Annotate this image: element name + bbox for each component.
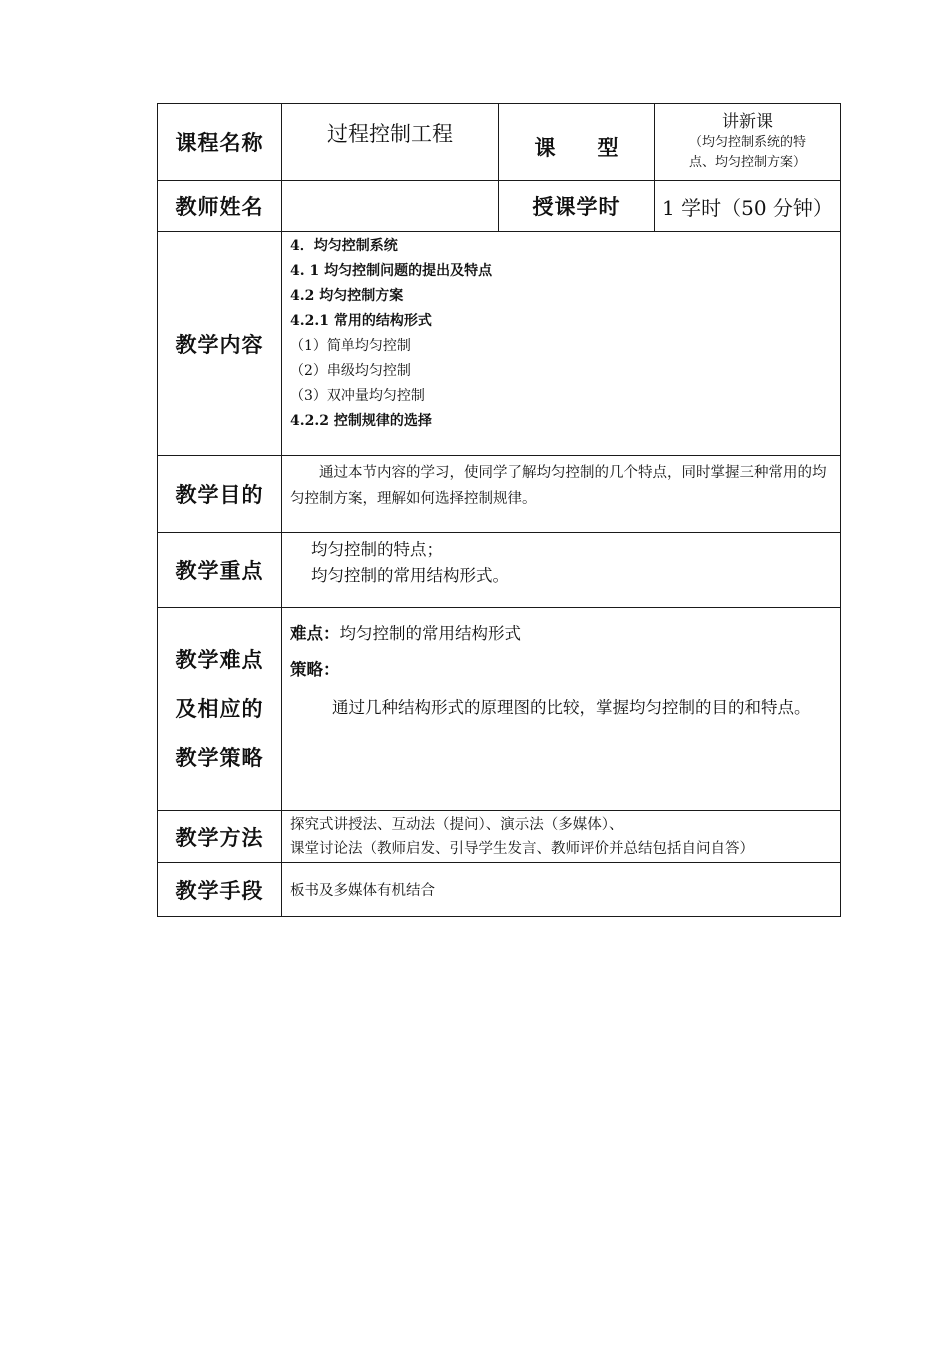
content-item: （3）双冲量均匀控制 [290, 388, 425, 404]
content-item: 4. 1 均匀控制问题的提出及特点 [290, 263, 493, 279]
hours-value: 1 学时（50 分钟） [655, 181, 841, 232]
row-means [158, 863, 841, 917]
content-item: （2）串级均匀控制 [290, 363, 411, 379]
content-item: 4.2 均匀控制方案 [290, 288, 404, 304]
course-type-detail-1: （均匀控制系统的特 [688, 135, 806, 150]
content-label: 教学内容 [158, 232, 282, 456]
row-course [158, 104, 841, 181]
difficulty-tag: 难点： [290, 624, 340, 643]
method-label: 教学方法 [158, 811, 282, 863]
row-content [158, 232, 841, 456]
teacher-name-value [282, 181, 499, 232]
course-name-label: 课程名称 [158, 104, 282, 181]
content-item: 4．均匀控制系统 [290, 238, 398, 254]
key-point: 均匀控制的常用结构形式。 [311, 566, 509, 585]
key-label: 教学重点 [158, 533, 282, 608]
course-type-detail-2: 点、均匀控制方案） [688, 155, 806, 170]
row-method [158, 811, 841, 863]
lesson-plan-table [157, 103, 841, 917]
method-line: 探究式讲授法、互动法（提问）、演示法（多媒体）、 [290, 816, 624, 833]
difficulty-label-line: 教学策略 [175, 745, 264, 770]
row-goal [158, 456, 841, 533]
course-type-label: 课 型 [499, 104, 655, 181]
method-text [282, 811, 841, 863]
content-item: 4.2.1 常用的结构形式 [290, 313, 432, 329]
row-teacher [158, 181, 841, 232]
key-point: 均匀控制的特点； [311, 540, 443, 559]
difficulty-text: 均匀控制的常用结构形式 [339, 624, 521, 643]
key-points [282, 533, 841, 608]
course-type-value [655, 104, 841, 181]
teacher-label: 教师姓名 [158, 181, 282, 232]
difficulty-line [290, 616, 834, 652]
content-list [282, 232, 841, 456]
means-label: 教学手段 [158, 863, 282, 917]
goal-text: 通过本节内容的学习，使同学了解均匀控制的几个特点，同时掌握三种常用的均匀控制方案，理解如何选择控制规律。 [282, 456, 841, 533]
strategy-text: 通过几种结构形式的原理图的比较，掌握均匀控制的目的和特点。 [332, 698, 811, 717]
strategy-tag: 策略： [290, 660, 340, 679]
goal-label: 教学目的 [158, 456, 282, 533]
difficulty-label [158, 608, 282, 811]
means-text: 板书及多媒体有机结合 [282, 863, 841, 917]
hours-label: 授课学时 [499, 181, 655, 232]
difficulty-content [282, 608, 841, 811]
row-key [158, 533, 841, 608]
content-item: 4.2.2 控制规律的选择 [290, 413, 432, 429]
content-item: （1）简单均匀控制 [290, 338, 411, 354]
difficulty-label-line: 教学难点 [175, 647, 264, 672]
row-difficulty [158, 608, 841, 811]
difficulty-label-line: 及相应的 [175, 696, 264, 721]
course-name-value: 过程控制工程 [282, 104, 499, 181]
course-type-main: 讲新课 [722, 112, 773, 132]
method-line: 课堂讨论法（教师启发、引导学生发言、教师评价并总结包括自问自答） [290, 840, 754, 857]
